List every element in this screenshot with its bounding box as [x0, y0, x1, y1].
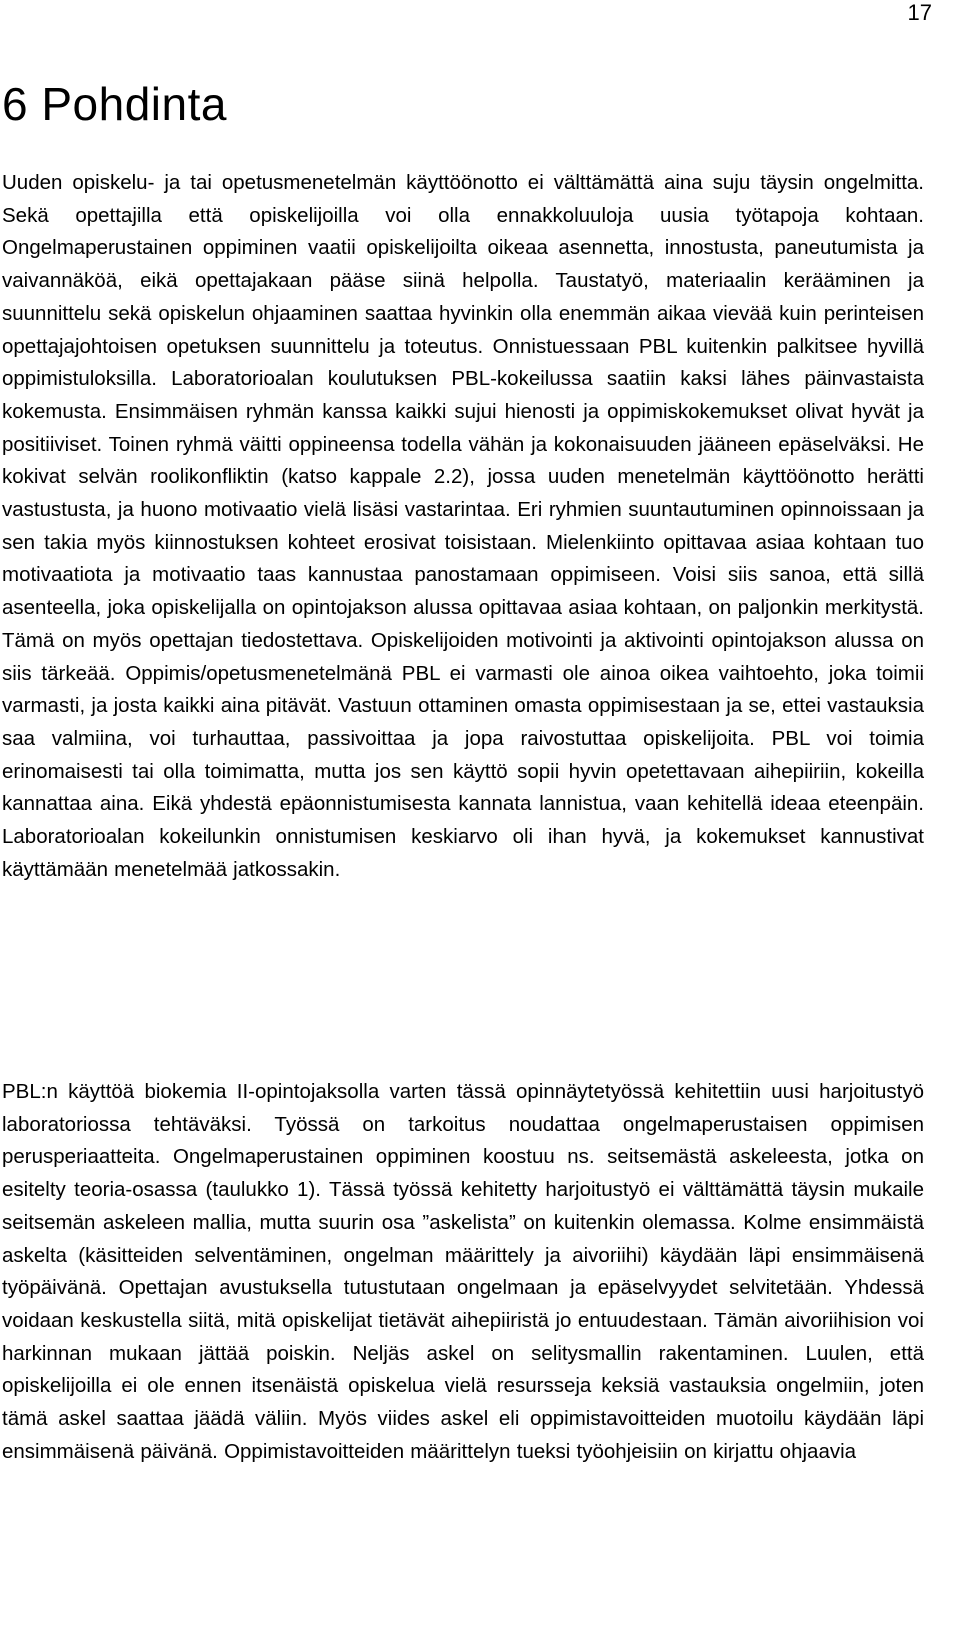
- chapter-heading: 6 Pohdinta: [2, 78, 227, 130]
- body-paragraph: PBL:n käyttöä biokemia II-opintojaksolla varten tässä opinnäytetyössä kehitettiin uusi harjoitustyö laboratoriossa tehtäväksi. Työssä on tarkoitus noudattaa ongelmaperustaisen oppimisen perusperiaatteita. Ongelmaperustainen oppiminen koostuu ns. seitsemästä askeleesta, jotka on esitelty teoria-osassa (taulukko 1). Tässä työssä kehitetty harjoitustyö ei välttämättä täysin mukaile seitsemän askeleen mallia, mutta suurin osa ”askelista” on kuitenkin olemassa. Kolme ensimmäistä askelta (käsitteiden selventäminen, ongelman määrittely ja aivoriihi) käydään läpi ensimmäisenä työpäivänä. Opettajan avustuksella tutustutaan ongelmaan ja epäselvyydet selvitetään. Yhdessä voidaan keskustella siitä, mitä opiskelijat tietävät aihepiiristä jo entuudestaan. Tämän aivoriihision voi harkinnan mukaan jättää poiskin. Neljäs askel on selitysmallin rakentaminen. Luulen, että opiskelijoilla ei ole ennen itsenäistä opiskelua vielä resursseja keksiä vastauksia ongelmiin, joten tämä askel saattaa jäädä väliin. Myös viides askel eli oppimistavoitteiden muotoilu käydään läpi ensimmäisenä päivänä. Oppimistavoitteiden määrittelyn tueksi työohjeisiin on kirjattu ohjaavia: [2, 1080, 924, 1463]
- body-paragraph: Uuden opiskelu- ja tai opetusmenetelmän käyttöönotto ei välttämättä aina suju täysin ongelmitta. Sekä opettajilla että opiskelijoilla voi olla ennakkoluuloja uusia työtapoja kohtaan. Ongelmaperustainen oppiminen vaatii opiskelijoilta oikeaa asennetta, innostusta, paneutumista ja vaivannäköä, eikä opettajakaan pääse siinä helpolla. Taustatyö, materiaalin kerääminen ja suunnittelu sekä opiskelun ohjaaminen saattaa hyvinkin olla enemmän aikaa vievää kuin perinteisen opettajajohtoisen opetuksen suunnittelu ja toteutus. Onnistuessaan PBL kuitenkin palkitsee hyvillä oppimistuloksilla. Laboratorioalan koulutuksen PBL-kokeilussa saatiin kaksi lähes päinvastaista kokemusta. Ensimmäisen ryhmän kanssa kaikki sujui hienosti ja oppimiskokemukset olivat hyvät ja positiiviset. Toinen ryhmä väitti oppineensa todella vähän ja kokonaisuuden jääneen epäselväksi. He kokivat selvän roolikonfliktin (katso kappale 2.2), jossa uuden menetelmän käyttöönotto herätti vastustusta, ja huono motivaatio vielä lisäsi vastarintaa. Eri ryhmien suuntautuminen opinnoissaan ja sen takia myös kiinnostuksen kohteet erosivat toisistaan. Mielenkiinto opittavaa asiaa kohtaan tuo motivaatiota ja motivaatio taas kannustaa panostamaan oppimiseen. Voisi siis sanoa, että sillä asenteella, joka opiskelijalla on opintojakson alussa opittavaa asiaa kohtaan, on paljonkin merkitystä. Tämä on myös opettajan tiedostettava. Opiskelijoiden motivointi ja aktivointi opintojakson alussa on siis tärkeää. Oppimis/opetusmenetelmänä PBL ei varmasti ole ainoa oikea vaihtoehto, joka toimii varmasti, ja josta kaikki aina pitävät. Vastuun ottaminen omasta oppimisestaan ja se, ettei vastauksia saa valmiina, voi turhauttaa, passivoittaa ja jopa raivostuttaa opiskelijoita. PBL voi toimia erinomaisesti tai olla toimimatta, mutta jos sen käyttö sopii hyvin opetettavaan aihepiiriin, kokeilla kannattaa aina. Eikä yhdestä epäonnistumisesta kannata lannistua, vaan kehitellä ideaa eteenpäin. Laboratorioalan kokeilunkin onnistumisen keskiarvo oli ihan hyvä, ja kokemukset kannustivat käyttämään menetelmää jatkossakin.: [2, 171, 924, 881]
- page-number: 17: [907, 0, 932, 25]
